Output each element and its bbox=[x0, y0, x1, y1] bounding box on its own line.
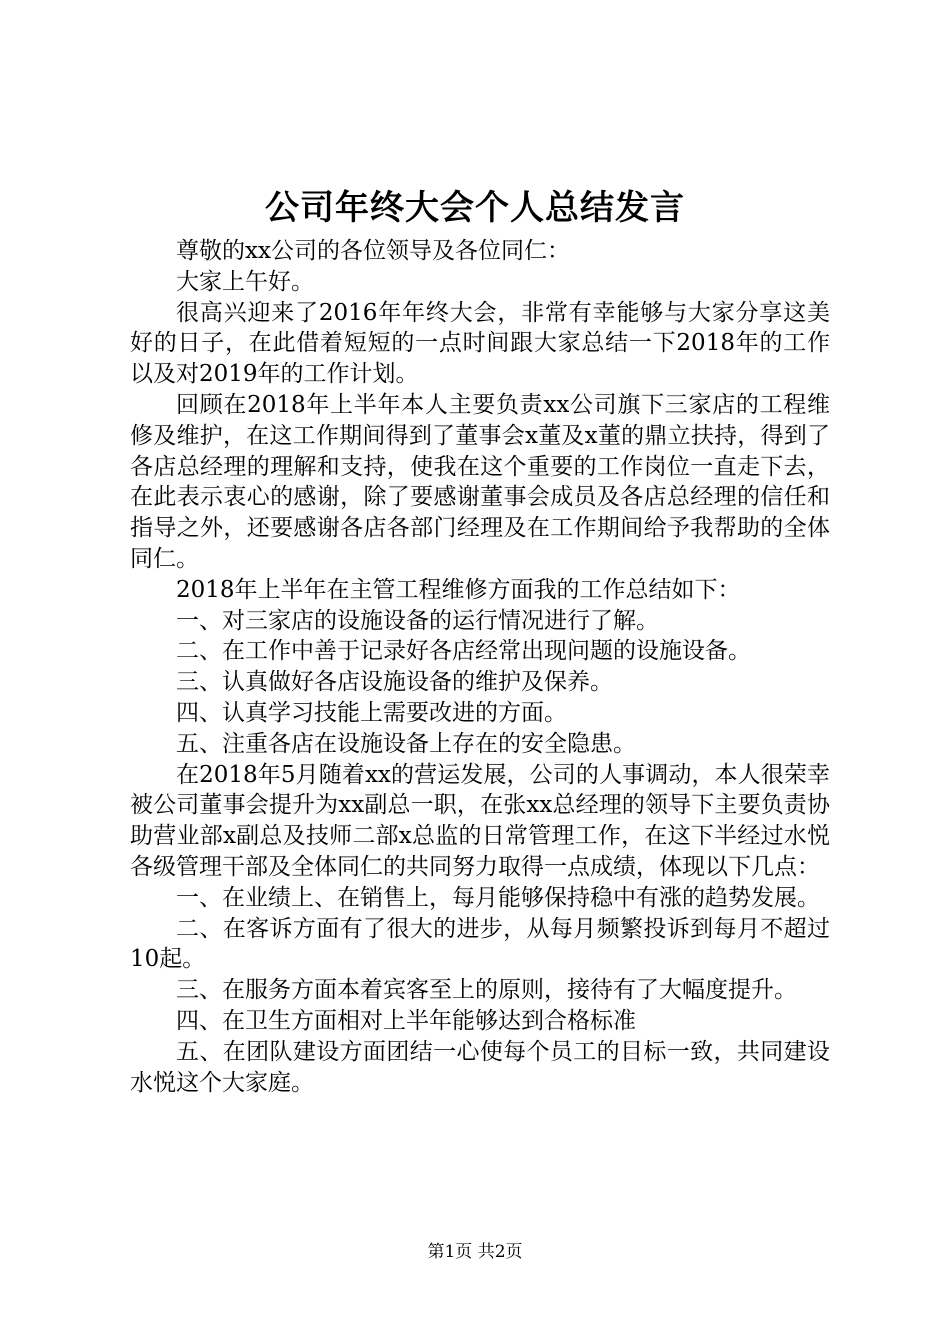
review-paragraph: 回顾在2018年上半年本人主要负责xx公司旗下三家店的工程维修及维护，在这工作期间得到了董事会x董及x董的鼎立扶持，得到了各店总经理的理解和支持，使我在这个重要的工作岗位一直走下去，在此表示衷心的感谢，除了要感谢董事会成员及各店总经理的信任和指导之外，还要感谢各店各部门经理及在工作期间给予我帮助的全体同仁。 bbox=[130, 391, 830, 572]
greeting-paragraph: 大家上午好。 bbox=[176, 268, 314, 295]
list-item-first-half-3: 三、认真做好各店设施设备的维护及保养。 bbox=[176, 669, 613, 696]
intro-paragraph: 很高兴迎来了2016年年终大会，非常有幸能够与大家分享这美好的日子，在此借着短短的一点时间跟大家总结一下2018年的工作以及对2019年的工作计划。 bbox=[130, 299, 830, 388]
summary-heading-paragraph: 2018年上半年在主管工程维修方面我的工作总结如下： bbox=[176, 576, 741, 603]
salutation-paragraph: 尊敬的xx公司的各位领导及各位同仁： bbox=[176, 238, 570, 264]
list-item-first-half-2: 二、在工作中善于记录好各店经常出现问题的设施设备。 bbox=[176, 638, 751, 665]
list-item-second-half-2: 二、在客诉方面有了很大的进步，从每月频繁投诉到每月不超过10起。 bbox=[130, 915, 830, 973]
list-item-first-half-1: 一、对三家店的设施设备的运行情况进行了解。 bbox=[176, 607, 659, 634]
document-body bbox=[130, 236, 830, 1098]
page-number-footer: 第1页 共2页 bbox=[427, 1242, 523, 1262]
list-item-second-half-3: 三、在服务方面本着宾客至上的原则，接待有了大幅度提升。 bbox=[176, 977, 797, 1004]
document-title: 公司年终大会个人总结发言 bbox=[265, 188, 685, 228]
list-item-first-half-4: 四、认真学习技能上需要改进的方面。 bbox=[176, 699, 567, 726]
list-item-second-half-1: 一、在业绩上、在销售上，每月能够保持稳中有涨的趋势发展。 bbox=[176, 884, 820, 911]
list-item-second-half-4: 四、在卫生方面相对上半年能够达到合格标准 bbox=[176, 1007, 636, 1034]
promotion-paragraph: 在2018年5月随着xx的营运发展，公司的人事调动，本人很荣幸被公司董事会提升为xx副总一职，在张xx总经理的领导下主要负责协助营业部x副总及技师二部x总监的日常管理工作，在这下半经过水悦各级管理干部及全体同仁的共同努力取得一点成绩，体现以下几点： bbox=[130, 761, 830, 880]
list-item-second-half-5: 五、在团队建设方面团结一心使每个员工的目标一致，共同建设水悦这个大家庭。 bbox=[130, 1038, 830, 1096]
list-item-first-half-5: 五、注重各店在设施设备上存在的安全隐患。 bbox=[176, 730, 636, 757]
